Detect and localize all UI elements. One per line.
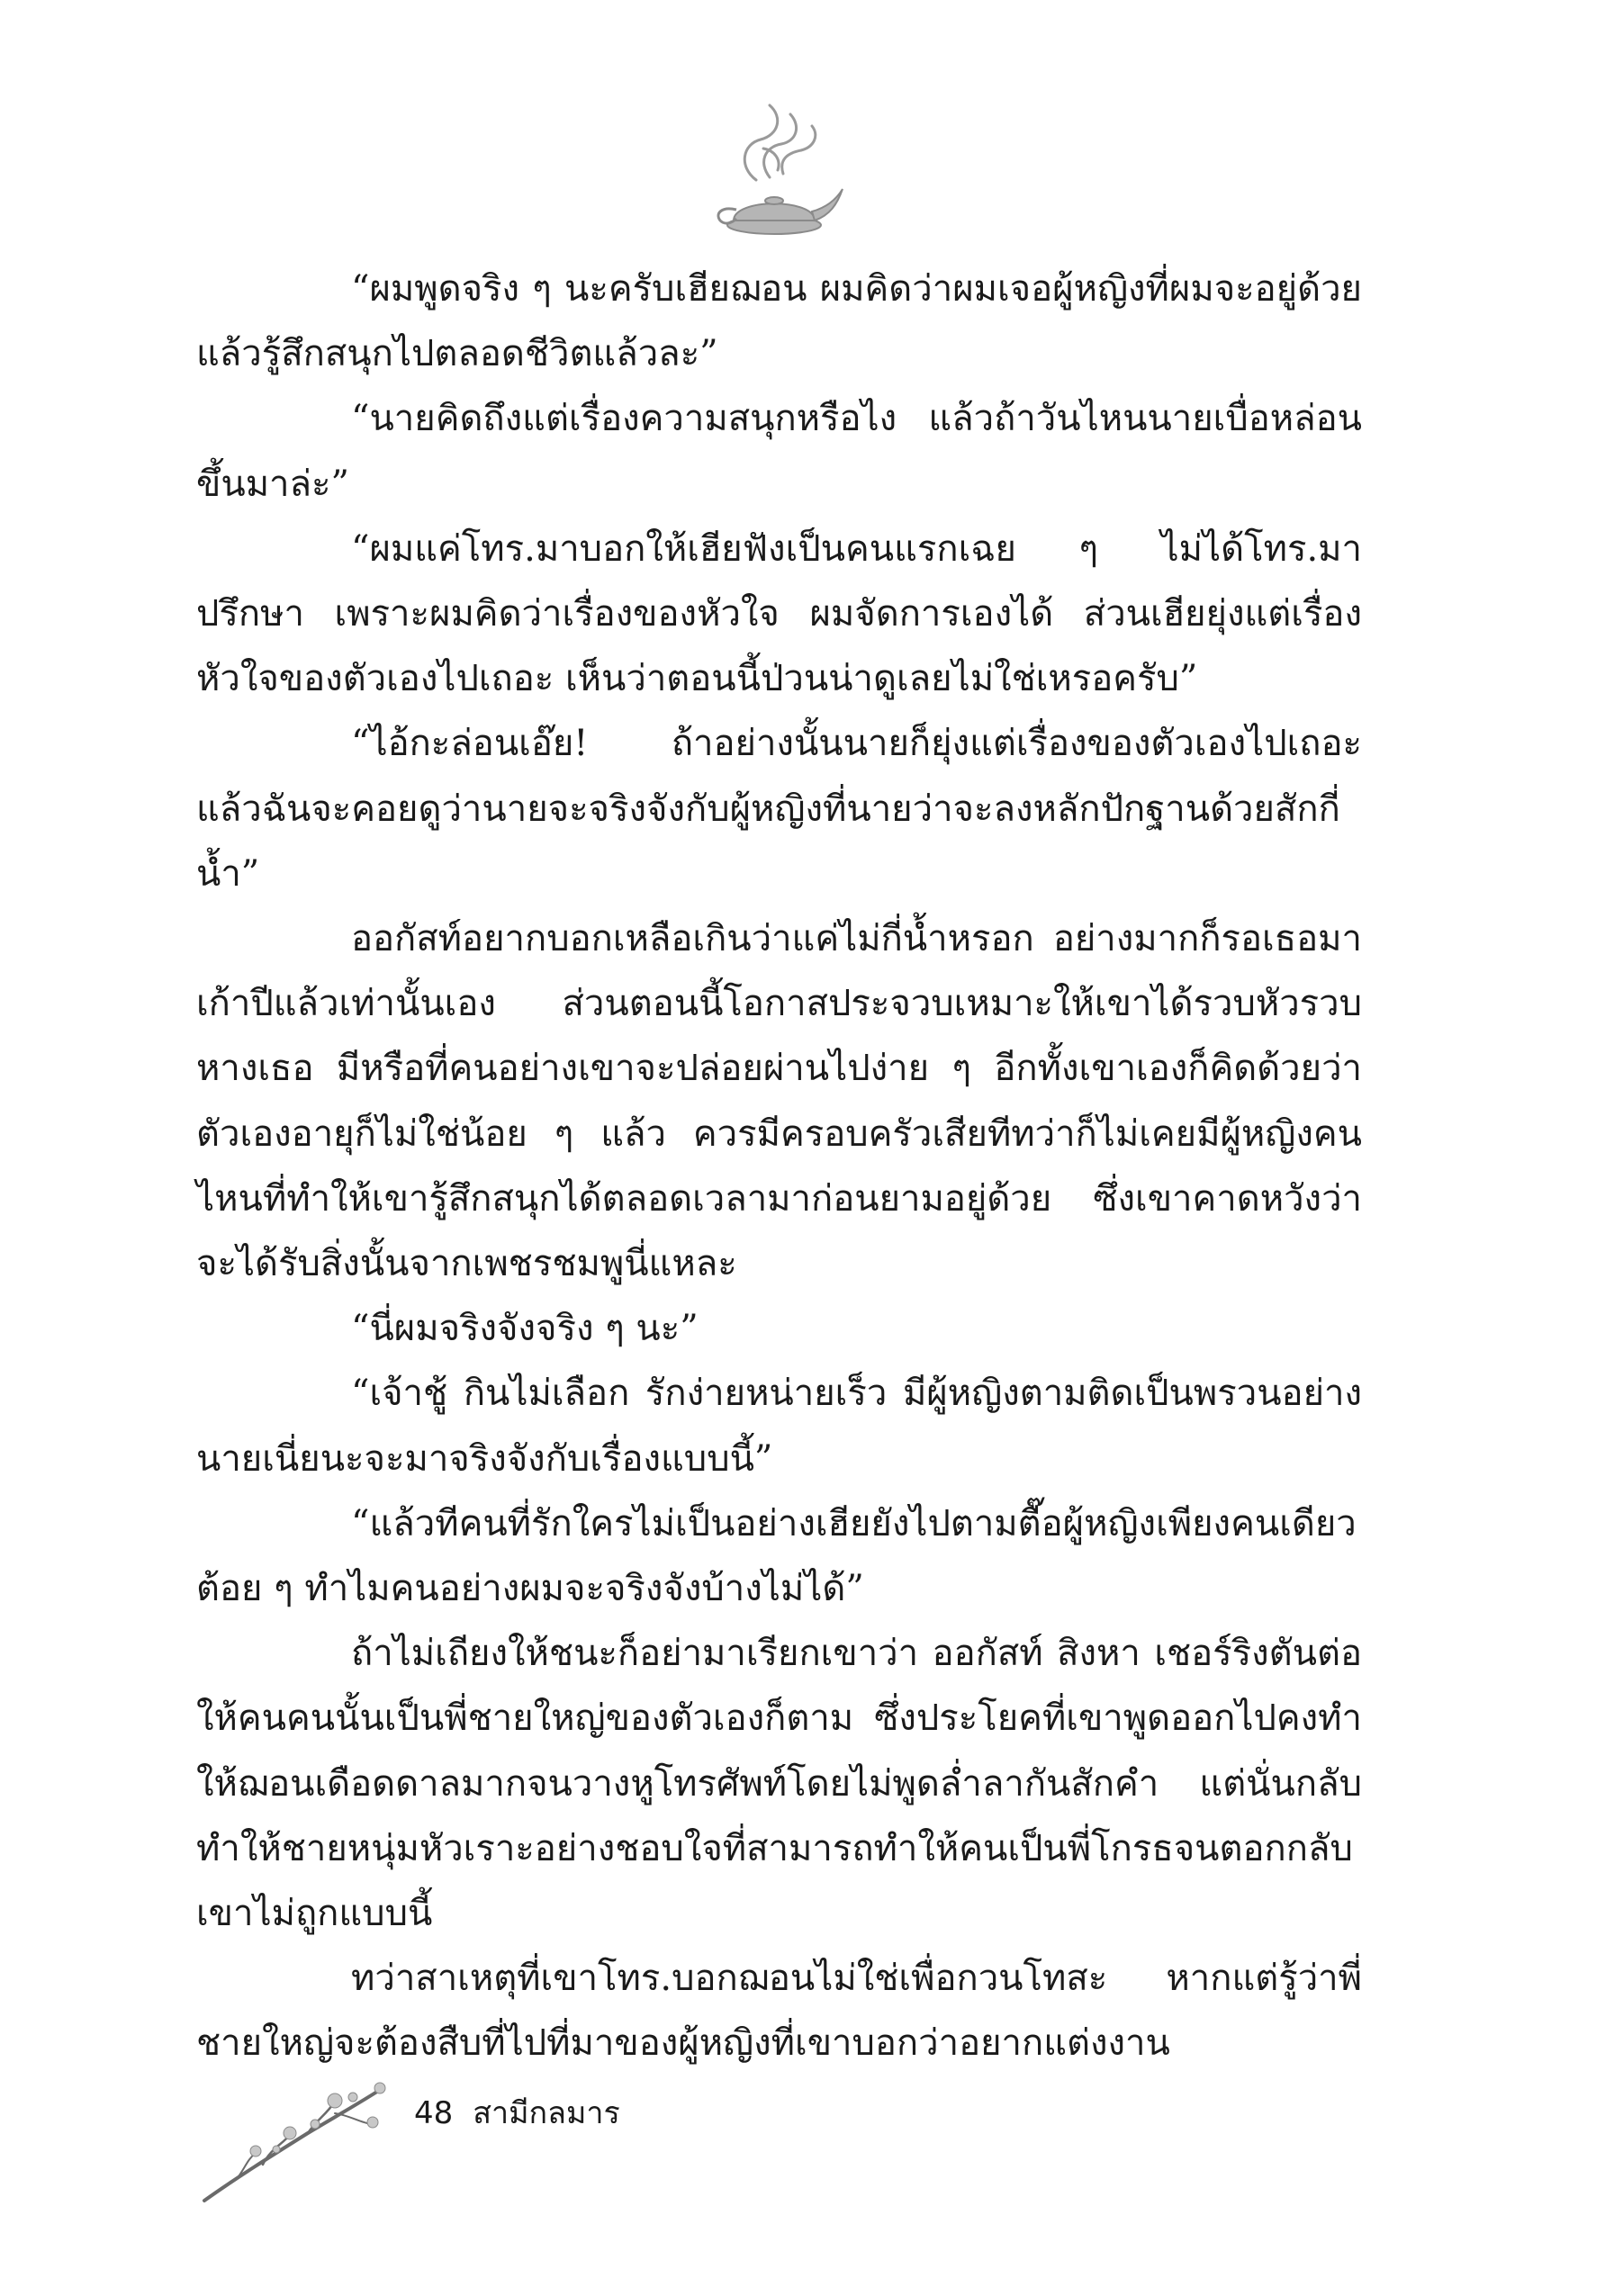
paragraph: “แล้วทีคนที่รักใครไม่เป็นอย่างเฮียยังไปตามตื๊อผู้หญิงเพียงคนเดียวต้อย ๆ ทำไมคนอย่างผมจะจริงจังบ้างไม่ได้” [196, 1502, 1357, 1610]
paragraph: “ผมพูดจริง ๆ นะครับเฮียฌอน ผมคิดว่าผมเจอผู้หญิงที่ผมจะอยู่ด้วย แล้วรู้สึกสนุกไปตลอดชีวิตแล้วละ” [196, 268, 1362, 375]
page-footer [200, 2070, 740, 2205]
paragraph: ถ้าไม่เถียงให้ชนะก็อย่ามาเรียกเขาว่า ออกัสท์ สิงหา เชอร์ริงตันต่อให้คนคนนั้นเป็นพี่ชายใหญ่ของตัวเองก็ตาม ซึ่งประโยคที่เขาพูดออกไปคงทำให้ฌอนเดือดดาลมากจนวางหูโทรศัพท์โดยไม่พูดล่ำลากันสักคำ แต่นั่นกลับทำให้ชายหนุ่มหัวเราะอย่างชอบใจที่สามารถทำให้คนเป็นพี่โกรธจนตอกกลับเขาไม่ถูกแบบนี้ [196, 1633, 1362, 1935]
book-title: สามีกลมาร [473, 2095, 620, 2131]
body-text [196, 257, 1362, 2076]
footer-text [414, 2088, 620, 2137]
paragraph: “นี่ผมจริงจังจริง ๆ นะ” [351, 1308, 699, 1350]
paragraph: “ไอ้กะล่อนเอ๊ย! ถ้าอย่างนั้นนายก็ยุ่งแต่เรื่องของตัวเองไปเถอะ แล้วฉันจะคอยดูว่านายจะจริงจังกับผู้หญิงที่นายว่าจะลงหลักปักฐานด้วยสักกี่น้ำ” [196, 723, 1362, 895]
paragraph: “ผมแค่โทร.มาบอกให้เฮียฟังเป็นคนแรกเฉย ๆ ไม่ได้โทร.มาปรึกษา เพราะผมคิดว่าเรื่องของหัวใจ ผมจัดการเองได้ ส่วนเฮียยุ่งแต่เรื่องหัวใจของตัวเองไปเถอะ เห็นว่าตอนนี้ป่วนน่าดูเลยไม่ใช่เหรอครับ” [196, 527, 1362, 700]
paragraph: ทว่าสาเหตุที่เขาโทร.บอกฌอนไม่ใช่เพื่อกวนโทสะ หากแต่รู้ว่าพี่ชายใหญ่จะต้องสืบที่ไปที่มาของผู้หญิงที่เขาบอกว่าอยากแต่งงาน [196, 1958, 1362, 2065]
paragraph: “เจ้าชู้ กินไม่เลือก รักง่ายหน่ายเร็ว มีผู้หญิงตามติดเป็นพรวนอย่างนายเนี่ยนะจะมาจริงจังกับเรื่องแบบนี้” [196, 1373, 1362, 1480]
page-number: 48 [414, 2095, 454, 2131]
teapot-smoke-icon [702, 95, 846, 248]
blossom-branch-icon [200, 2070, 389, 2205]
paragraph: “นายคิดถึงแต่เรื่องความสนุกหรือไง แล้วถ้าวันไหนนายเบื่อหล่อนขึ้นมาล่ะ” [196, 398, 1362, 505]
paragraph: ออกัสท์อยากบอกเหลือเกินว่าแค่ไม่กี่น้ำหรอก อย่างมากก็รอเธอมาเก้าปีแล้วเท่านั้นเอง ส่วนตอนนี้โอกาสประจวบเหมาะให้เขาได้รวบหัวรวบหางเธอ มีหรือที่คนอย่างเขาจะปล่อยผ่านไปง่าย ๆ อีกทั้งเขาเองก็คิดด้วยว่าตัวเองอายุก็ไม่ใช่น้อย ๆ แล้ว ควรมีครอบครัวเสียทีทว่าก็ไม่เคยมีผู้หญิงคนไหนที่ทำให้เขารู้สึกสนุกได้ตลอดเวลามาก่อนยามอยู่ด้วย ซึ่งเขาคาดหวังว่าจะได้รับสิ่งนั้นจากเพชรชมพูนี่แหละ [196, 918, 1362, 1285]
